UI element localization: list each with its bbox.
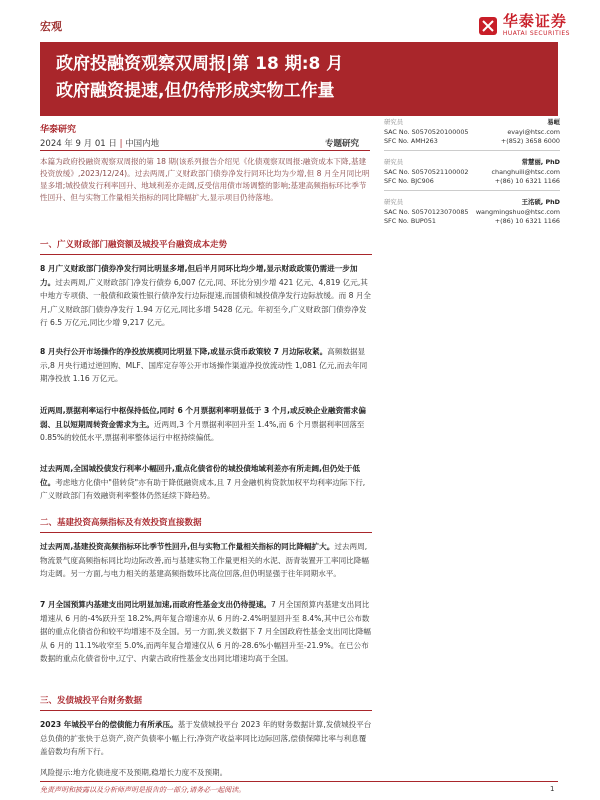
analyst-sfc: SFC No. AMH263: [384, 137, 438, 145]
paragraph-lead: 7 月全国预算内基建支出同比明显加速,而政府性基金支出仍待提速。: [40, 600, 272, 609]
paragraph: [40, 462, 372, 503]
analyst-sac: SAC No. S0570123070085: [384, 207, 469, 216]
section-heading-1: 一、广义财政部门融资额及城投平台融资成本走势: [40, 238, 372, 255]
analyst-phone: +(86) 10 6321 1166: [494, 217, 560, 225]
huatai-logo: [479, 14, 570, 37]
analyst-name: 常慧丽, PhD: [521, 158, 560, 166]
paragraph-body: 7 月全国预算内基建支出同比增速从 6 月的-4%跃升至 18.2%,两年复合增速亦从 6 月的-2.4%明显回升至 8.4%,其中已公布数据的重点化债省份和较平均增速不及全国。另一方面,狭义数据下 7 月全国政府性基金支出同比降幅从 6 月的 11.1%收窄至 5.0%,而两年复合增速仅从 6 月的-28.6%小幅回升至-21.9%。在已公布数据的重点化债省份中,辽宁、内蒙古政府性基金支出同比增速均高于全国。: [40, 600, 372, 663]
analyst-sac: SAC No. S0570520100005: [384, 127, 469, 136]
paragraph: [40, 540, 372, 581]
report-region: 中国内地: [125, 139, 160, 149]
paragraph-lead: 过去两周,基建投资高频指标环比季节性回升,但与实物工作量相关指标的同比降幅扩大。: [40, 542, 335, 551]
analyst-role: 研究员: [384, 198, 404, 206]
analyst-name: 易峘: [547, 118, 560, 126]
analyst-email[interactable]: evayi@htsc.com: [507, 127, 560, 136]
page-number: 1: [550, 785, 555, 793]
analyst-email[interactable]: changhuili@htsc.com: [491, 167, 560, 176]
paragraph: [40, 404, 372, 445]
paragraph-body: 过去两周,广义财政部门净发行债券 6,007 亿元,同、环比分别少增 421 亿元、4,819 亿元,其中地方专项债、一般债和政策性银行债净发行边际提速,而国债和城投债净发行边际放缓。而 8 月全月,广义财政部门债券净发行 1.94 万亿元,同比多增 5428 亿元。年初至今,广义财政部门债券净发行 6.5 万亿元,同比少增 9,217 亿元。: [40, 277, 372, 327]
paragraph: [40, 262, 372, 330]
paragraph-lead: 近两周,票据利率运行中枢保持低位,同时 6 个月票据利率明显低于 3 个月,或反映企业融资需求偏弱、且以短期周转资金需求为主。: [40, 406, 366, 429]
paragraph: [40, 718, 372, 759]
report-type: 专题研究: [325, 139, 360, 149]
analyst-card: [384, 158, 560, 191]
analyst-role: 研究员: [384, 118, 404, 126]
paragraph-lead: 过去两周,全国城投债发行利率小幅回升,重点化债省份的城投债地域利差亦有所走阔,但仍处于低位。: [40, 464, 360, 487]
logo-name-cn: 华泰证券: [502, 12, 567, 30]
paragraph: [40, 598, 372, 666]
analyst-card: [384, 198, 560, 227]
analyst-sac: SAC No. S0570521100002: [384, 167, 469, 176]
analyst-name: 王洺硕, PhD: [521, 198, 560, 206]
report-title-line-2: 政府融资提速,但仍待形成实物工作量: [56, 81, 335, 101]
logo-name-en: HUATAI SECURITIES: [502, 30, 570, 37]
research-label: 华泰研究: [40, 125, 77, 135]
date-region-line: 2024 年 9 月 01 日 | 中国内地: [40, 139, 160, 149]
intro-paragraph: 本篇为政府投融资观察双周报的第 18 期(该系列报告介绍见《化债观察双周报:融资成本下降,基建投资放缓》,2023/12/24)。过去两周,广义财政部门债券净发行同环比均为少增,但 8 月全月同比明显多增;城投债发行利率回升、地域利差亦走阔,反受信用债市场调整的影响;基建高频指标环比季节性回升、但与实物工作量相关指标的同比降幅扩大,显示项目仍待落地。: [40, 157, 370, 202]
section-heading-2: 二、基建投资高频指标及有效投资直接数据: [40, 516, 372, 533]
report-category-tag: 宏观: [40, 20, 62, 33]
footer-disclaimer: 免责声明和披露以及分析师声明是报告的一部分,请务必一起阅读。: [40, 786, 246, 794]
analyst-email[interactable]: wangmingshuo@htsc.com: [475, 207, 560, 216]
footer-divider: [40, 781, 558, 782]
paragraph-body: 近两周,3 个月票据利率回升至 1.4%,而 6 个月票据利率回落至 0.85%的较低水平,票据利率整体运行中枢持续偏低。: [40, 419, 365, 442]
paragraph-lead: 2023 年城投平台的偿债能力有所承压。: [40, 720, 178, 729]
section-heading-3: 三、发债城投平台财务数据: [40, 694, 372, 711]
risk-warning: 风险提示:地方化债进度不及预期,稳增长力度不及预期。: [40, 768, 228, 777]
divider: [40, 150, 370, 151]
divider: [384, 190, 560, 191]
report-title-line-1: 政府投融资观察双周报|第 18 期:8 月: [56, 54, 344, 74]
divider: [384, 150, 560, 151]
paragraph-body: 高频数据显示,8 月央行通过逆回购、MLF、国库定存等公开市场操作渠道净投放流动性 1,081 亿元,而去年同期净投放 1.16 万亿元。: [40, 347, 368, 383]
analyst-sfc: SFC No. BUP051: [384, 217, 436, 225]
report-date: 2024 年 9 月 01 日: [40, 139, 117, 149]
paragraph-body: 基于发债城投平台 2023 年的财务数据计算,发债城投平台总负债的扩张快于总资产,资产负债率小幅上行;净资产收益率同比边际回落,偿债保障比率与利息覆盖倍数均有所下行。: [40, 720, 372, 756]
paragraph-lead: 8 月央行公开市场操作的净投放规模同比明显下降,或显示货币政策较 7 月边际收紧。: [40, 347, 328, 356]
paragraph-lead: 8 月广义财政部门债券净发行同比明显多增,但后半月同环比均少增,显示财政政策仍需进一步加力。: [40, 264, 358, 287]
analyst-sfc: SFC No. BJC906: [384, 177, 434, 185]
analyst-phone: +(852) 3658 6000: [500, 137, 560, 145]
analyst-phone: +(86) 10 6321 1166: [494, 177, 560, 185]
logo-mark-icon: [479, 17, 497, 35]
paragraph-body: 过去两周,物流景气度高频指标同比均边际改善,而与基建实物工作量更相关的水泥、沥青装置开工率同比降幅均走阔。另一方面,与电力相关的基建高频指数环比高位回落,但仍明显强于往年同期水平。: [40, 542, 369, 578]
paragraph: [40, 345, 372, 386]
paragraph-body: 考虑地方化债中"借转贷"亦有助于降低融资成本,且 7 月金融机构贷款加权平均利率边际下行,广义财政部门有效融资利率整体仍然延续下降趋势。: [40, 477, 366, 500]
analyst-role: 研究员: [384, 158, 404, 166]
analyst-card: [384, 118, 560, 151]
